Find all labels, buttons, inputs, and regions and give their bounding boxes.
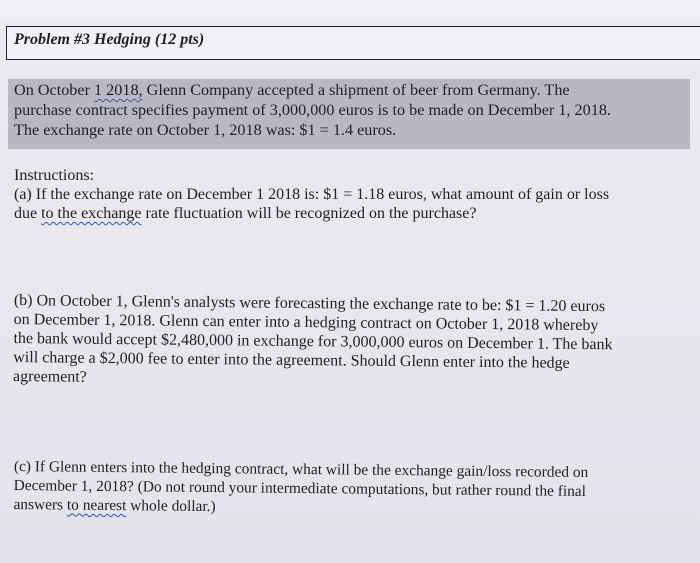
part-b-line-2: on December 1, 2018. Glenn can enter into a hedging contract on October 1, 2018 whereby (13, 310, 599, 335)
intro-line-1 (14, 80, 694, 100)
intro-line-1-end: Glenn Company accepted a shipment of beer from Germany. The (142, 81, 570, 99)
intro-line-3: The exchange rate on October 1, 2018 was: $1 = 1.4 euros. (14, 121, 397, 139)
intro-line-2: purchase contract specifies payment of 3,000,000 euros is to be made on December 1, 2018. (14, 101, 611, 119)
intro-paragraph (14, 80, 694, 140)
part-a-line-2 (14, 204, 694, 223)
part-a-line-2-end: rate fluctuation will be recognized on the purchase? (141, 205, 477, 222)
problem-title: Problem #3 Hedging (12 pts) (14, 31, 205, 48)
part-c-line-1: (c) If Glenn enters into the hedging contract, what will be the exchange gain/loss recorded on (13, 457, 589, 482)
part-b-line-5: agreement? (13, 367, 87, 386)
part-c-line-3-end: whole dollar.) (126, 497, 216, 516)
part-a-line-2-start: due (14, 205, 42, 222)
part-a-line-1: (a) If the exchange rate on December 1 2018 is: $1 = 1.18 euros, what amount of gain or loss (14, 186, 610, 203)
part-b-line-4: will charge a $2,000 fee to enter into the agreement. Should Glenn enter into the hedge (13, 348, 570, 372)
page-top-band (0, 0, 700, 22)
part-b-section (13, 291, 694, 393)
part-a-spellcheck: to the exchange (41, 205, 142, 222)
part-c-line-2: December 1, 2018? (Do not round your intermediate computations, but rather round the final (13, 476, 587, 500)
instructions-heading: Instructions: (14, 167, 94, 184)
part-b-line-1: (b) On October 1, Glenn's analysts were forecasting the exchange rate to be: $1 = 1.20 euros (13, 291, 606, 316)
part-c-section (13, 457, 694, 521)
intro-line-1-start: On October (14, 81, 95, 99)
instructions-section (14, 166, 694, 223)
intro-date-spellcheck: 1 2018, (94, 81, 143, 99)
part-c-spellcheck: to nearest (66, 496, 127, 515)
part-c-line-3-start: answers (13, 495, 68, 514)
part-b-line-3: the bank would accept $2,480,000 in exchange for 3,000,000 euros on December 1. The bank (13, 329, 613, 354)
